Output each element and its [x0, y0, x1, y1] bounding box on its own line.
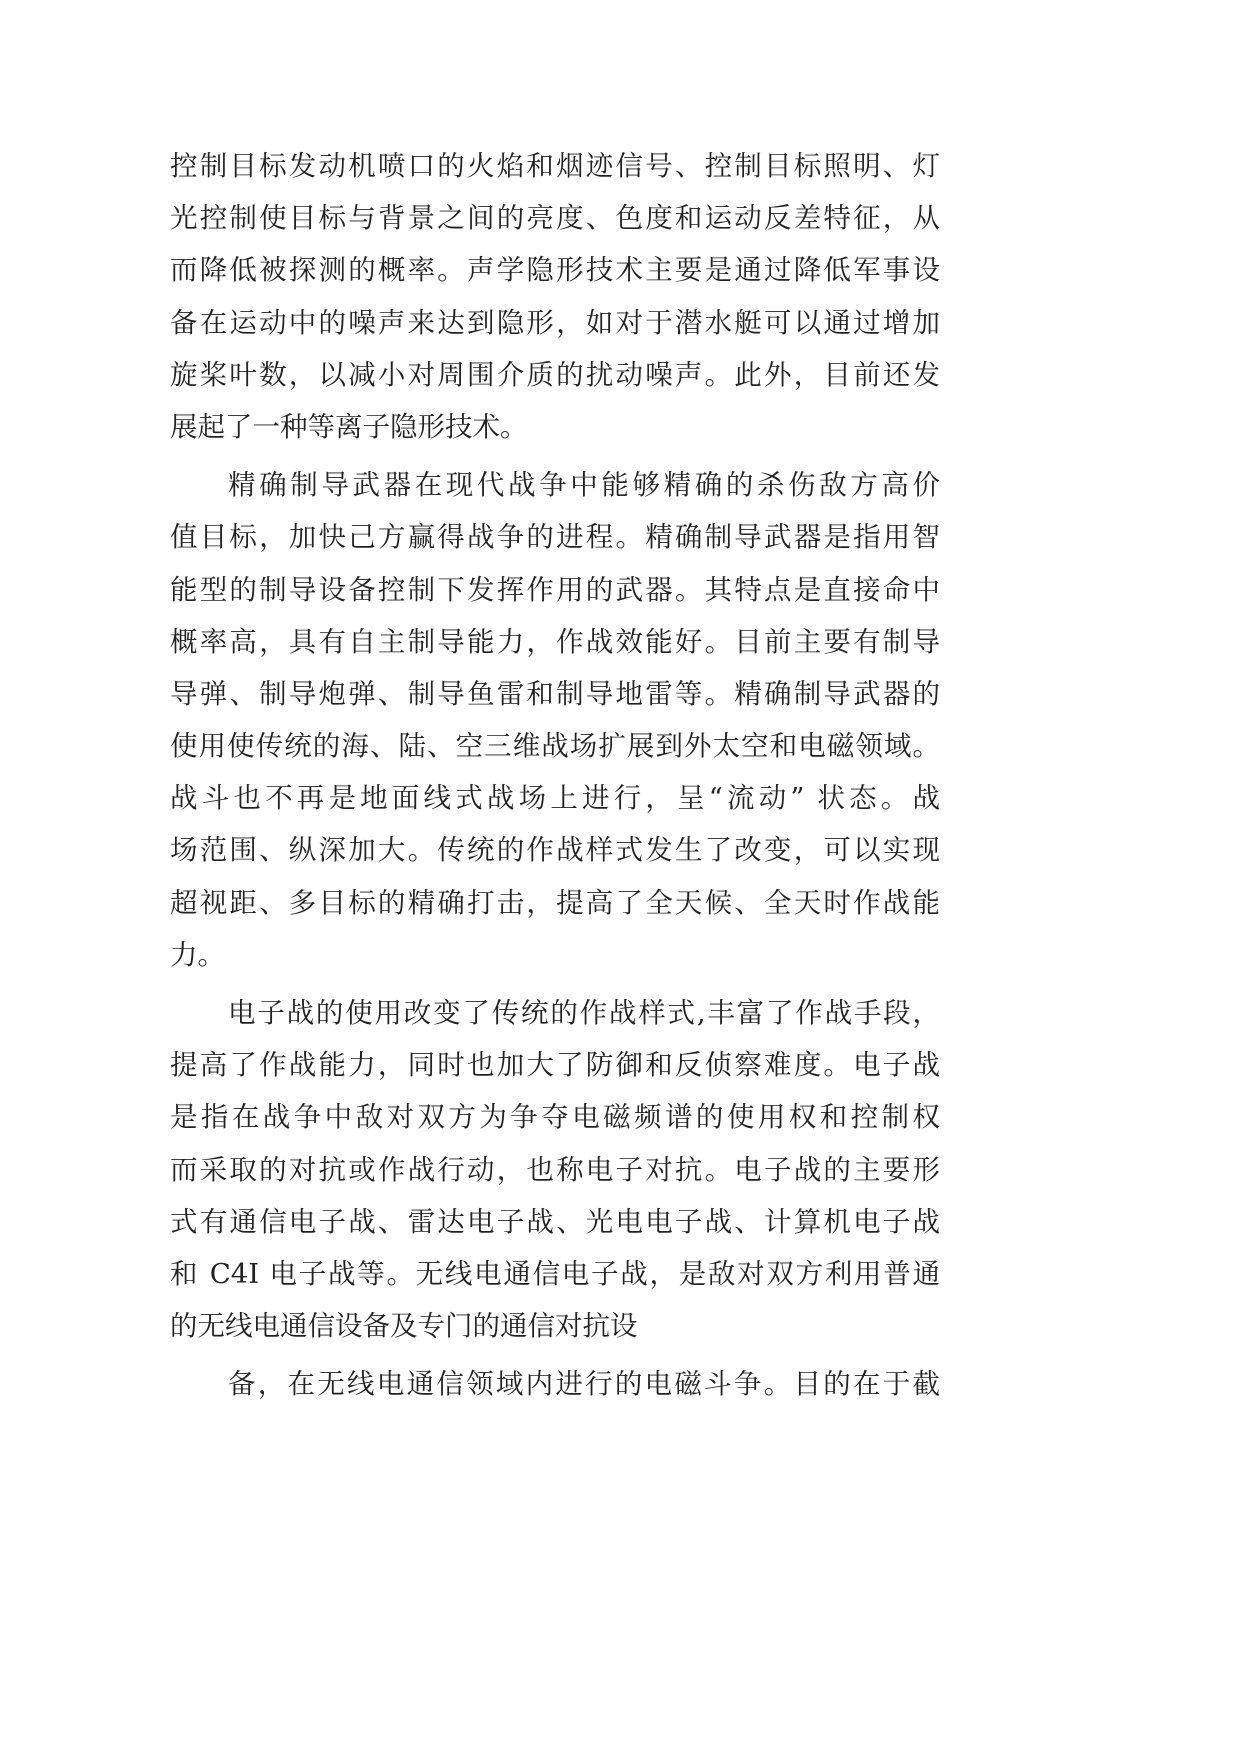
text-line: 展起了一种等离子隐形技术。	[170, 410, 528, 443]
paragraph	[170, 1358, 940, 1410]
text-line: 的无线电通信设备及专门的通信对抗设	[170, 1310, 638, 1343]
text-line: 备，在无线电通信领域内进行的电磁斗争。目的在于截	[228, 1368, 940, 1401]
body-text	[170, 140, 940, 1411]
paragraph	[170, 987, 940, 1352]
text-line: 使用使传统的海、陆、空三维战场扩展到外太空和电磁领域。	[170, 730, 940, 763]
text-line: 能型的制导设备控制下发挥作用的武器。其特点是直接命中	[170, 573, 940, 606]
text-line: 备在运动中的噪声来达到隐形，如对于潜水艇可以通过增加	[170, 306, 940, 339]
text-line: 提高了作战能力，同时也加大了防御和反侦察难度。电子战	[170, 1049, 940, 1082]
text-line: 和 C4I 电子战等。无线电通信电子战，是敌对双方利用普通	[170, 1257, 940, 1290]
text-line: 控制目标发动机喷口的火焰和烟迹信号、控制目标照明、灯	[170, 150, 940, 182]
text-line: 式有通信电子战、雷达电子战、光电电子战、计算机电子战	[170, 1205, 940, 1238]
text-line: 超视距、多目标的精确打击，提高了全天候、全天时作战能	[170, 886, 940, 919]
paragraph	[170, 459, 940, 981]
text-line: 概率高，具有自主制导能力，作战效能好。目前主要有制导	[170, 625, 940, 658]
text-line: 精确制导武器在现代战争中能够精确的杀伤敌方高价	[228, 469, 940, 502]
text-line: 旋桨叶数，以减小对周围介质的扰动噪声。此外，目前还发	[170, 358, 940, 391]
text-line: 而降低被探测的概率。声学隐形技术主要是通过降低军事设	[170, 254, 940, 287]
text-line: 战斗也不再是地面线式战场上进行，呈“流动” 状态。战	[170, 782, 940, 815]
text-line: 电子战的使用改变了传统的作战样式,丰富了作战手段，	[228, 997, 940, 1029]
text-line: 而采取的对抗或作战行动，也称电子对抗。电子战的主要形	[170, 1153, 940, 1186]
text-line: 值目标，加快己方赢得战争的进程。精确制导武器是指用智	[170, 521, 940, 554]
text-line: 力。	[170, 938, 225, 971]
text-line: 导弹、制导炮弹、制导鱼雷和制导地雷等。精确制导武器的	[170, 677, 940, 710]
text-line: 是指在战争中敌对双方为争夺电磁频谱的使用权和控制权	[170, 1101, 940, 1134]
text-line: 光控制使目标与背景之间的亮度、色度和运动反差特征，从	[170, 202, 940, 235]
paragraph	[170, 140, 940, 453]
text-line: 场范围、纵深加大。传统的作战样式发生了改变，可以实现	[170, 834, 940, 867]
